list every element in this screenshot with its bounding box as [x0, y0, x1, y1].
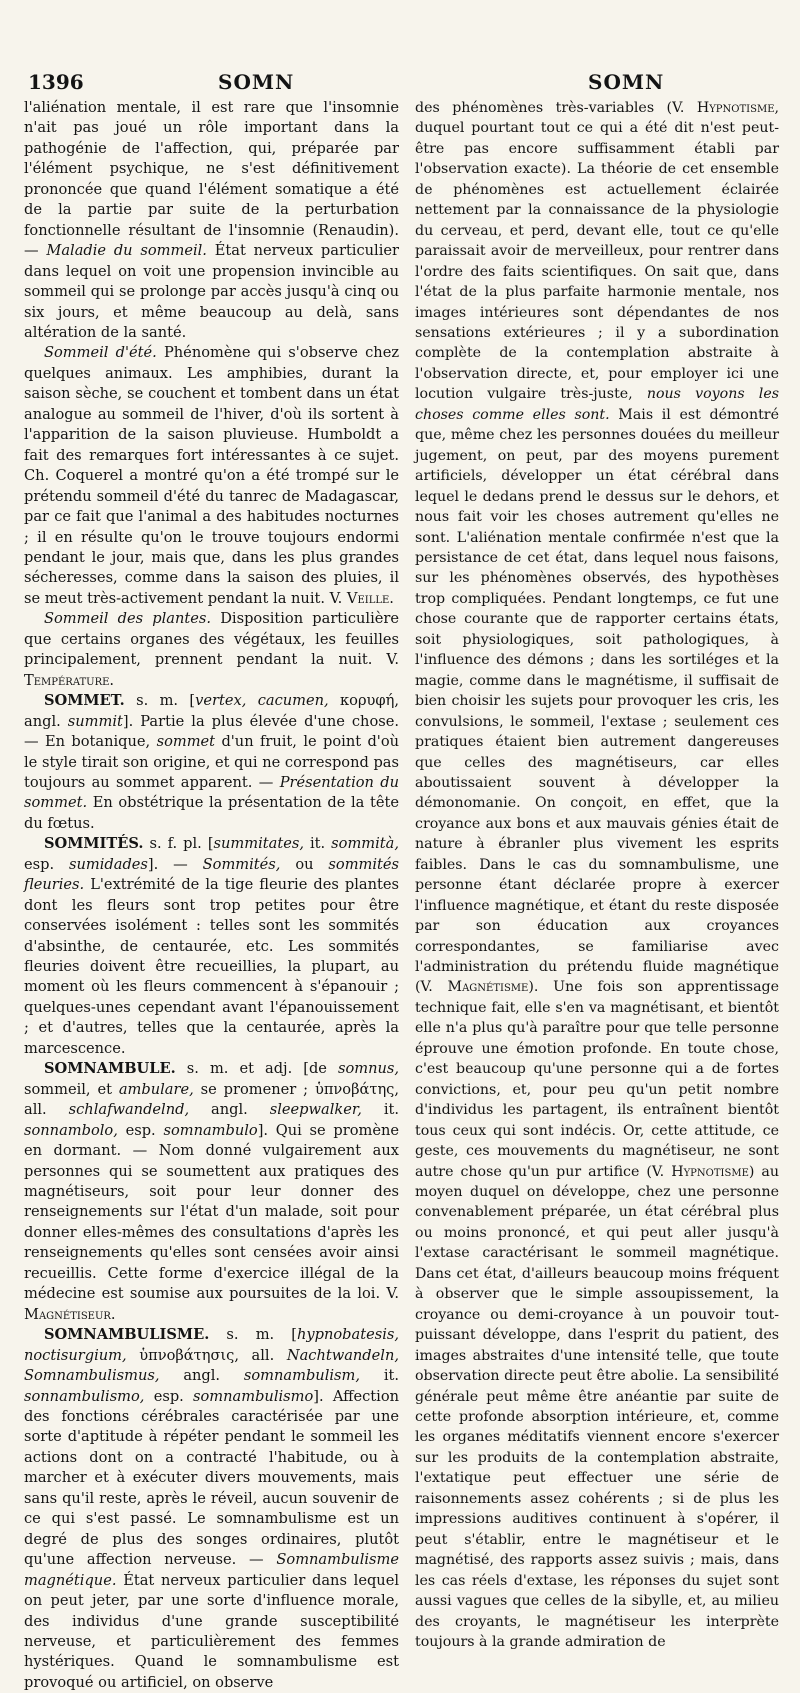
text-run: Mais il est démontré que, même chez les personnes douées du meilleur jugement, on peut, par des moyens purement artificiels, développer un état cérébral dans lequel le dedans prend le dessus sur le dehors, et nous fait voir les choses autrement qu'elles ne sont. L'aliénation mentale confirmée n'est que la persistance de cet état, dans lequel nous faisons, sur les phénomènes observés, des hypothèses trop compliquées. Pendant longtemps, ce fut une chose courante que de rapporter certains états, soit physiologiques, soit pathologiques, à l'influence des démons ; dans les sortiléges et la magie, comme dans le magnétisme, il suffisait de bien choisir les sujets pour provoquer les cris, les convulsions, le sommeil, l'extase ; seulement ces pratiques étaient bien autrement dangereuses que celles des magnétiseurs, car elles aboutissaient souvent à développer la démonomanie. On conçoit, en effet, que la croyance aux bons et aux mauvais génies était de nature à ébranler plus vivement les esprits faibles. Dans le cas du somnambulisme, une personne étant déclarée propre à exercer l'influence magnétique, et étant du reste disposée par son éducation aux croyances correspondantes, se familiarise avec l'administration du prétendu fluide magnétique (V. — [415, 406, 779, 996]
text-run: esp. — [125, 1121, 156, 1139]
headword-somnambulisme: SOMNAMBULISME. — [44, 1326, 210, 1344]
header-left-word: SOMN — [218, 70, 295, 94]
text-run: sommità, — [331, 835, 399, 853]
text-run: schlafwandelnd, — [68, 1101, 190, 1119]
entry-sommites — [24, 834, 399, 1059]
text-run: it. — [309, 835, 326, 853]
text-run: ou — [295, 855, 314, 873]
text-run: angl. — [183, 1367, 221, 1385]
text-run: ὑπνοβάτης, — [314, 1080, 399, 1098]
entry-somnambulisme — [24, 1325, 399, 1693]
right-column — [415, 98, 779, 1693]
text-run: ]. Partie la plus élevée d'une chose. — En botanique, — [24, 712, 400, 751]
text-run: somnus, — [337, 1060, 400, 1078]
paragraph-sommeil-plantes — [24, 609, 399, 691]
text-run: sommités fleuries. — [24, 855, 400, 894]
text-run: Sommités, — [202, 855, 281, 873]
text-run: Magnétiseur. — [24, 1305, 116, 1323]
text-run: s. m. et adj. [de — [186, 1060, 327, 1078]
text-run: Phénomène qui s'observe chez quelques animaux. Les amphibies, durant la saison sèche, se couchent et tombent dans un état analogue au sommeil de l'hiver, d'où ils sortent à l'apparition de la saison pluvieuse. Humboldt a fait des remarques fort intéressantes à ce sujet. Ch. Coquerel a montré qu'on a été trompé sur le prétendu sommeil d'été du tanrec de Madagascar, par ce fait que l'animal a des habitudes nocturnes ; il en résulte qu'on le trouve toujours endormi pendant le jour, mais que, dans les plus grandes sécheresses, comme dans la saison des pluies, il se meut très-activement pendant la nuit. V. — [24, 344, 400, 607]
text-run: État nerveux particulier dans lequel on voit une propension invincible au sommeil qui se prolonge par accès jusqu'à cinq ou six jours, et même beaucoup au delà, sans altération de la santé. — [24, 242, 399, 341]
text-run: Disposition particulière que certains organes des végétaux, les feuilles principalement, prennent pendant la nuit. V. — [24, 610, 399, 669]
text-run: En obstétrique la présentation de la tête du fœtus. — [24, 794, 399, 832]
text-run: Maladie du sommeil. — [46, 242, 207, 260]
text-run: hypnobatesis, noctisurgium, — [24, 1326, 399, 1364]
text-run: s. f. pl. [ — [149, 835, 214, 853]
text-run: L'extrémité de la tige fleurie des plantes dont les fleurs sont trop petites pour être conservées isolément : telles sont les sommités d'absinthe, de centaurée, etc. Les sommités fleuries doivent être recueillies, la plupart, au moment où les fleurs commencent à s'épanouir ; quelques-unes cependant avant l'épanouissement ; et d'autres, telles que la centaurée, après la marcescence. — [24, 876, 399, 1057]
entry-somnambule — [24, 1059, 399, 1325]
headword-somnambule: SOMNAMBULE. — [44, 1060, 176, 1078]
text-run: Température. — [24, 671, 115, 689]
paragraph-insomnie — [24, 98, 399, 343]
text-run: ). Une fois son apprentissage technique fait, elle s'en va magnétisant, et bientôt elle n'a plus qu'à paraître pour que telle personne éprouve une émotion profonde. En toute chose, c'est beaucoup qu'une personne qui a de fortes convictions, et, pour peu qu'un petit nombre d'individus les partagent, ils entraînent bientôt tous ceux qui sont indécis. Or, cette attitude, ce geste, ces mouvements du magnétiseur, ne sont autre chose qu'un pur artifice (V. — [415, 979, 780, 1180]
text-run: all. — [24, 1101, 47, 1119]
text-run: Sommeil d'été. — [44, 344, 157, 362]
text-run: vertex, cacumen, — [195, 692, 329, 710]
text-run: se promener ; — [200, 1080, 309, 1098]
text-run: angl. — [24, 712, 61, 730]
text-run: Nachtwandeln, Somnambulismus, — [24, 1346, 399, 1385]
text-run: sommeil, et — [24, 1080, 112, 1098]
text-run: sommet — [156, 733, 216, 751]
text-run: summit — [67, 712, 123, 730]
text-run: Hypnotisme — [671, 1163, 749, 1180]
text-run: all. — [251, 1346, 275, 1364]
paragraph-sommeil-ete — [24, 343, 399, 609]
text-run: somnambulo — [163, 1121, 258, 1139]
text-run: sleepwalker, — [269, 1101, 362, 1119]
paragraph-somnambulisme-cont — [415, 98, 779, 1652]
headword-sommet: SOMMET. — [44, 692, 125, 710]
text-run: Veille. — [346, 589, 394, 607]
text-run: κορυφή, — [340, 692, 399, 710]
text-run: angl. — [211, 1101, 248, 1119]
text-run: somnambulism, — [243, 1367, 361, 1385]
text-run: l'aliénation mentale, il est rare que l'insomnie n'ait pas joué un rôle important dans la pathogénie de l'affection, qui, préparée par l'élément psychique, ne s'est définitivement prononcée que quand l'élément somatique a été de la partie par suite de la perturbation fonctionnelle résultant de l'insomnie (Renaudin). — — [24, 99, 399, 260]
text-run: État nerveux particulier dans lequel on peut jeter, par une sorte d'influence morale, des individus d'une grande susceptibilité nerveuse, et particulièrement des femmes hystériques. Quand le somnambulisme est provoqué ou artificiel, on observe — [24, 1571, 399, 1691]
text-run: ]. Qui se promène en dormant. — Nom donné vulgairement aux personnes qui se soumettent aux pratiques des magnétiseurs, soit pour leur donner des renseignements sur l'état d'un malade, soit pour donner elles-mêmes des consultations d'après les renseignements qu'elles sont censées avoir ainsi recueillis. Cette forme d'exercice illégal de la médecine est soumise aux poursuites de la loi. V. — [24, 1121, 400, 1303]
text-run: esp. — [24, 855, 55, 873]
left-column — [24, 98, 399, 1693]
text-run: summitates, — [213, 835, 304, 853]
entry-sommet — [24, 691, 399, 834]
text-run: s. m. [ — [136, 692, 196, 710]
text-run: ]. Affection des fonctions cérébrales caractérisée par une sorte d'aptitude à répéter pendant le sommeil les actions dont on a contracté l'habitude, ou à marcher et à exécuter divers mouvements, mais sans qu'il reste, après le réveil, aucun souvenir de ce qui s'est passé. Le somnambulisme est un degré de plus des songes ordinaires, plutôt qu'une affection nerveuse. — — [24, 1387, 400, 1569]
text-run: sonnambolo, — [24, 1121, 118, 1139]
text-run: nous voyons les choses comme elles sont. — [415, 386, 779, 423]
text-run: Sommeil des plantes. — [44, 610, 212, 628]
text-run: ambulare, — [118, 1080, 194, 1098]
text-run: ὑπνοβάτησις, — [139, 1346, 239, 1364]
text-run: ) au moyen duquel on développe, chez une personne convenablement préparée, un état cérébral plus ou moins prononcé, et qui peut aller jusqu'à l'extase caractérisant le sommeil magnétique. Dans cet état, d'ailleurs beaucoup moins fréquent à observer que le simple assoupissement, la croyance ou demi-croyance à un pouvoir tout-puissant développe, dans l'esprit du patient, des images abstraites d'une intensité telle, que toute observation directe peut être abolie. La sensibilité générale peut même être anéantie par suite de cette profonde absorption intérieure, et, comme les organes méditatifs viennent encore s'exercer sur les produits de la contemplation abstraite, l'extatique peut effectuer une série de raisonnements assez cohérents ; si de plus les impressions auditives continuent à s'opérer, il peut s'établir, entre le magnétiseur et le magnétisé, des rapports assez suivis ; mais, dans les cas réels d'extase, les réponses du sujet sont aussi vagues que celles de la sibylle, et, au milieu des croyants, le magnétiseur les interprète toujours à la grande admiration de — [415, 1163, 779, 1650]
text-run: it. — [383, 1367, 400, 1385]
text-run: Magnétisme — [447, 979, 529, 996]
text-run: Hypnotisme, — [696, 100, 779, 116]
headword-sommites: SOMMITÉS. — [44, 835, 144, 853]
text-run: somnambulismo — [193, 1387, 314, 1405]
text-run: Présentation du sommet. — [24, 773, 400, 812]
page-number: 1396 — [28, 70, 84, 94]
text-run: sonnambulismo, — [24, 1387, 145, 1405]
text-run: duquel pourtant tout ce qui a été dit n'est peut-être pas encore suffisamment établi par l'observation exacte). La théorie de cet ensemble de phénomènes est actuellement éclairée nettement par la connaissance de la physiologie du cerveau, et perd, devant elle, tout ce qu'elle paraissait avoir de merveilleux, pour rentrer dans l'ordre des faits scientifiques. On sait que, dans l'état de la plus parfaite harmonie mentale, nos images intérieures sont dépendantes de nos sensations extérieures ; il y a subordination complète de la contemplation abstraite à l'observation directe, et, pour employer ici une locution vulgaire très-juste, — [415, 120, 779, 403]
text-columns — [24, 98, 782, 1693]
running-header — [28, 62, 782, 98]
text-run: d'un fruit, le point d'où le style tirait son origine, et qui ne correspond pas toujours au sommet apparent. — — [24, 733, 400, 791]
text-run: Somnambulisme magnétique. — [24, 1551, 400, 1589]
text-run: it. — [383, 1101, 399, 1119]
text-run: des phénomènes très-variables (V. — [415, 100, 685, 116]
text-run: esp. — [153, 1387, 184, 1405]
text-run: s. m. [ — [226, 1326, 297, 1344]
header-right-word: SOMN — [588, 70, 665, 94]
text-run: ]. — — [147, 855, 188, 873]
text-run: sumidades — [69, 855, 148, 873]
